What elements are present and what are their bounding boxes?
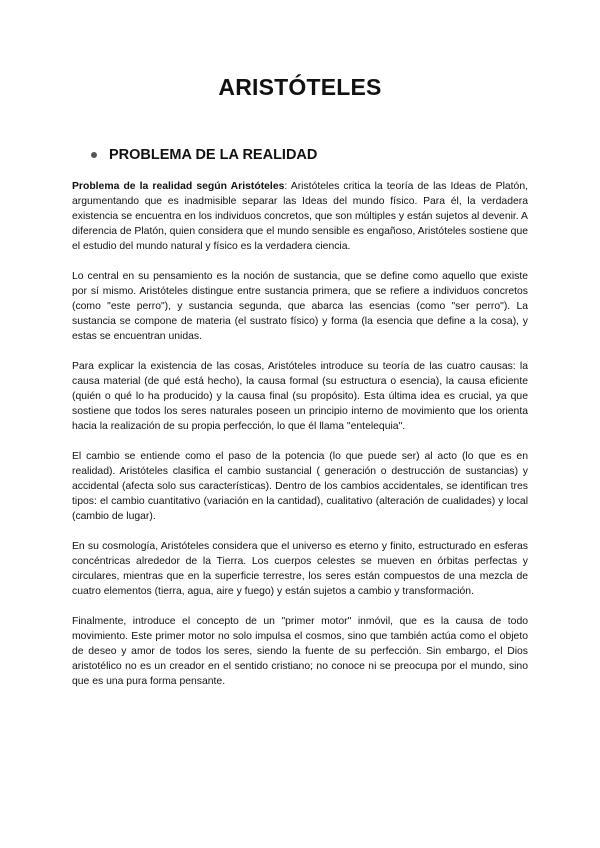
paragraph-2: Lo central en su pensamiento es la noción de sustancia, que se define como aquello que existe por sí mismo. Aristóteles distingue entre sustancia primera, que se refiere a individuos concretos (como "este perro"), y sustancia segunda, que abarca las esencias (como "ser perro"). La sustancia se compone de materia (el sustrato físico) y forma (la esencia que define a la cosa), y estas se encuentran unidas. [72,271,528,342]
paragraph-6: Finalmente, introduce el concepto de un "primer motor" inmóvil, que es la causa de todo movimiento. Este primer motor no solo impulsa el cosmos, sino que también actúa como el objeto de deseo y amor de todos los seres, siendo la fuente de su perfección. Sin embargo, el Dios aristotélico no es un creador en el sentido cristiano; no conoce ni se preocupa por el mundo, sino que es una pura forma pensante. [72,616,528,687]
bullet-icon [91,152,97,158]
paragraph-5: En su cosmología, Aristóteles considera que el universo es eterno y finito, estructurado en esferas concéntricas alrededor de la Tierra. Los cuerpos celestes se mueven en órbitas perfectas y circulares, mientras que en la superficie terrestre, los seres están compuestos de una mezcla de cuatro elementos (tierra, agua, aire y fuego) y están sujetos a cambio y transformación. [72,541,528,597]
section-heading [91,147,317,163]
section-heading-text: PROBLEMA DE LA REALIDAD [109,147,318,163]
paragraph-1 [72,179,528,254]
paragraph-3: Para explicar la existencia de las cosas, Aristóteles introduce su teoría de las cuatro causas: la causa material (de qué está hecho), la causa formal (su estructura o esencia), la causa eficiente (quién o qué lo ha producido) y la causa final (su propósito). Esta última idea es crucial, ya que sostiene que todos los seres naturales poseen un principio interno de movimiento que los orienta hacia la realización de su propia perfección, lo que él llama "entelequia". [72,361,528,432]
paragraph-4: El cambio se entiende como el paso de la potencia (lo que puede ser) al acto (lo que es en realidad). Aristóteles clasifica el cambio sustancial ( generación o destrucción de sustancias) y accidental (afecta solo sus características). Dentro de los cambios accidentales, se identifican tres tipos: el cambio cuantitativo (variación en la cantidad), cualitativo (alteración de cualidades) y local (cambio de lugar). [72,451,528,522]
paragraph-text: : Aristóteles critica la teoría de las Ideas de Platón, argumentando que es inadmisible separar las Ideas del mundo físico. Para él, la verdadera existencia se encuentra en los individuos concretos, que son múltiples y están sujetos al devenir. A diferencia de Platón, quien considera que el mundo sensible es engañoso, Aristóteles sostiene que el estudio del mundo natural y físico es la verdadera ciencia. [72,181,528,252]
document-body [72,179,528,704]
page-title: ARISTÓTELES [218,74,382,100]
paragraph-lead: Problema de la realidad según Aristóteles [72,181,285,192]
